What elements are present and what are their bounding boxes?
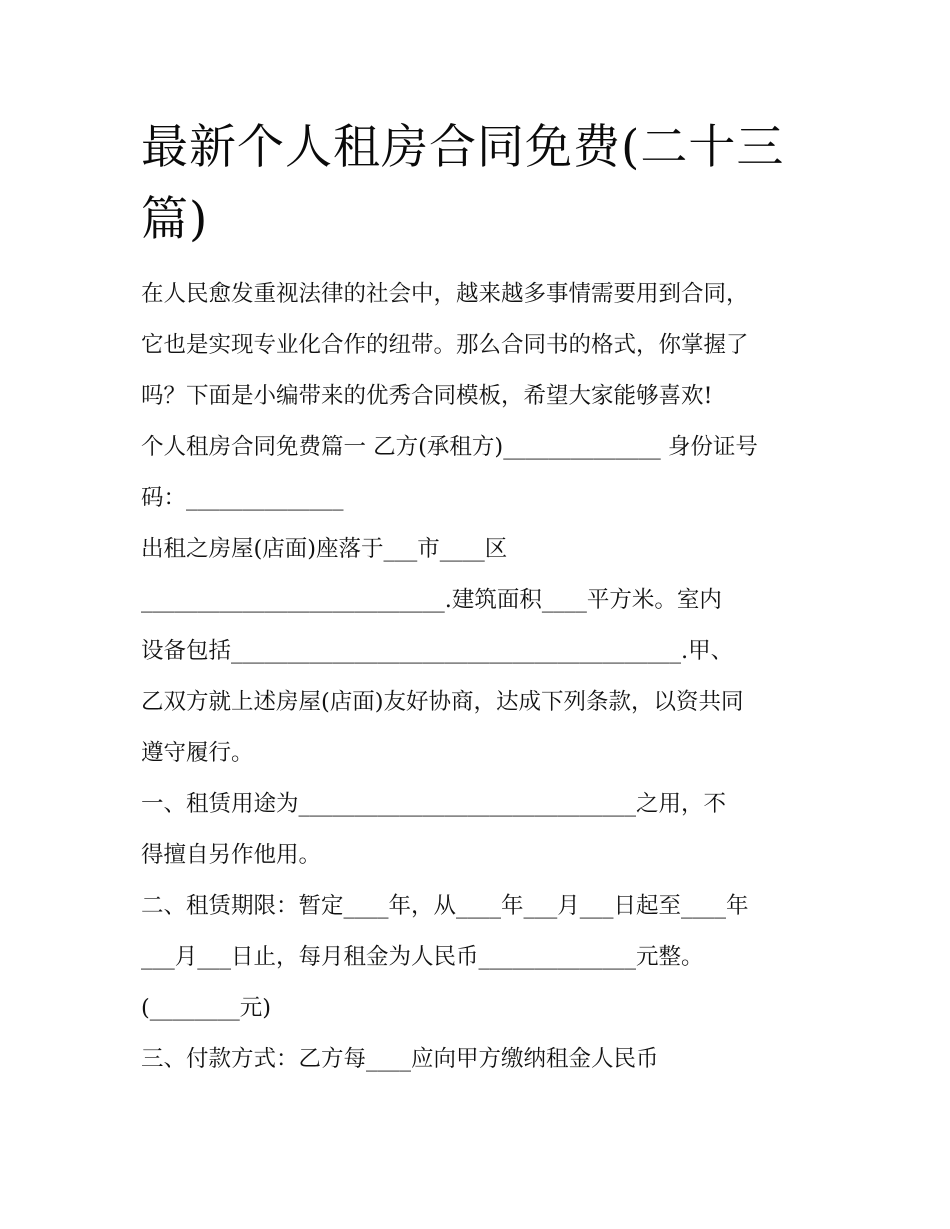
text-line: ___________________________.建筑面积____平方米。室内 <box>141 587 722 613</box>
text-line: ___月___日止，每月租金为人民币______________元整。 <box>141 944 704 970</box>
text-line: (________元) <box>141 995 272 1021</box>
text-line: 得擅自另作他用。 <box>141 842 322 868</box>
text-line: 个人租房合同免费篇一 乙方(承租方)______________ 身份证号 <box>141 434 758 460</box>
document-content <box>141 112 813 1085</box>
text-line: 乙双方就上述房屋(店面)友好协商，达成下列条款，以资共同 <box>141 689 744 715</box>
text-line: 在人民愈发重视法律的社会中，越来越多事情需要用到合同， <box>141 281 749 307</box>
text-line: 二、租赁期限：暂定____年，从____年___月___日起至____年 <box>141 893 749 919</box>
text-line: 吗？下面是小编带来的优秀合同模板，希望大家能够喜欢! <box>141 383 713 409</box>
text-line: 遵守履行。 <box>141 740 254 766</box>
intro-paragraph <box>141 269 813 422</box>
title-line: 最新个人租房合同免费(二十三 <box>141 120 785 175</box>
text-line: 码：______________ <box>141 485 344 511</box>
document-title <box>141 112 813 256</box>
text-line: 一、租赁用途为______________________________之用，不 <box>141 791 727 817</box>
text-line: 三、付款方式：乙方每____应向甲方缴纳租金人民币 <box>141 1046 659 1072</box>
contract-body <box>141 422 813 1085</box>
text-line: 设备包括________________________________________.甲、 <box>141 638 734 664</box>
title-line: 篇) <box>141 192 209 247</box>
text-line: 它也是实现专业化合作的纽带。那么合同书的格式，你掌握了 <box>141 332 749 358</box>
text-line: 出租之房屋(店面)座落于___市____区 <box>141 536 508 562</box>
